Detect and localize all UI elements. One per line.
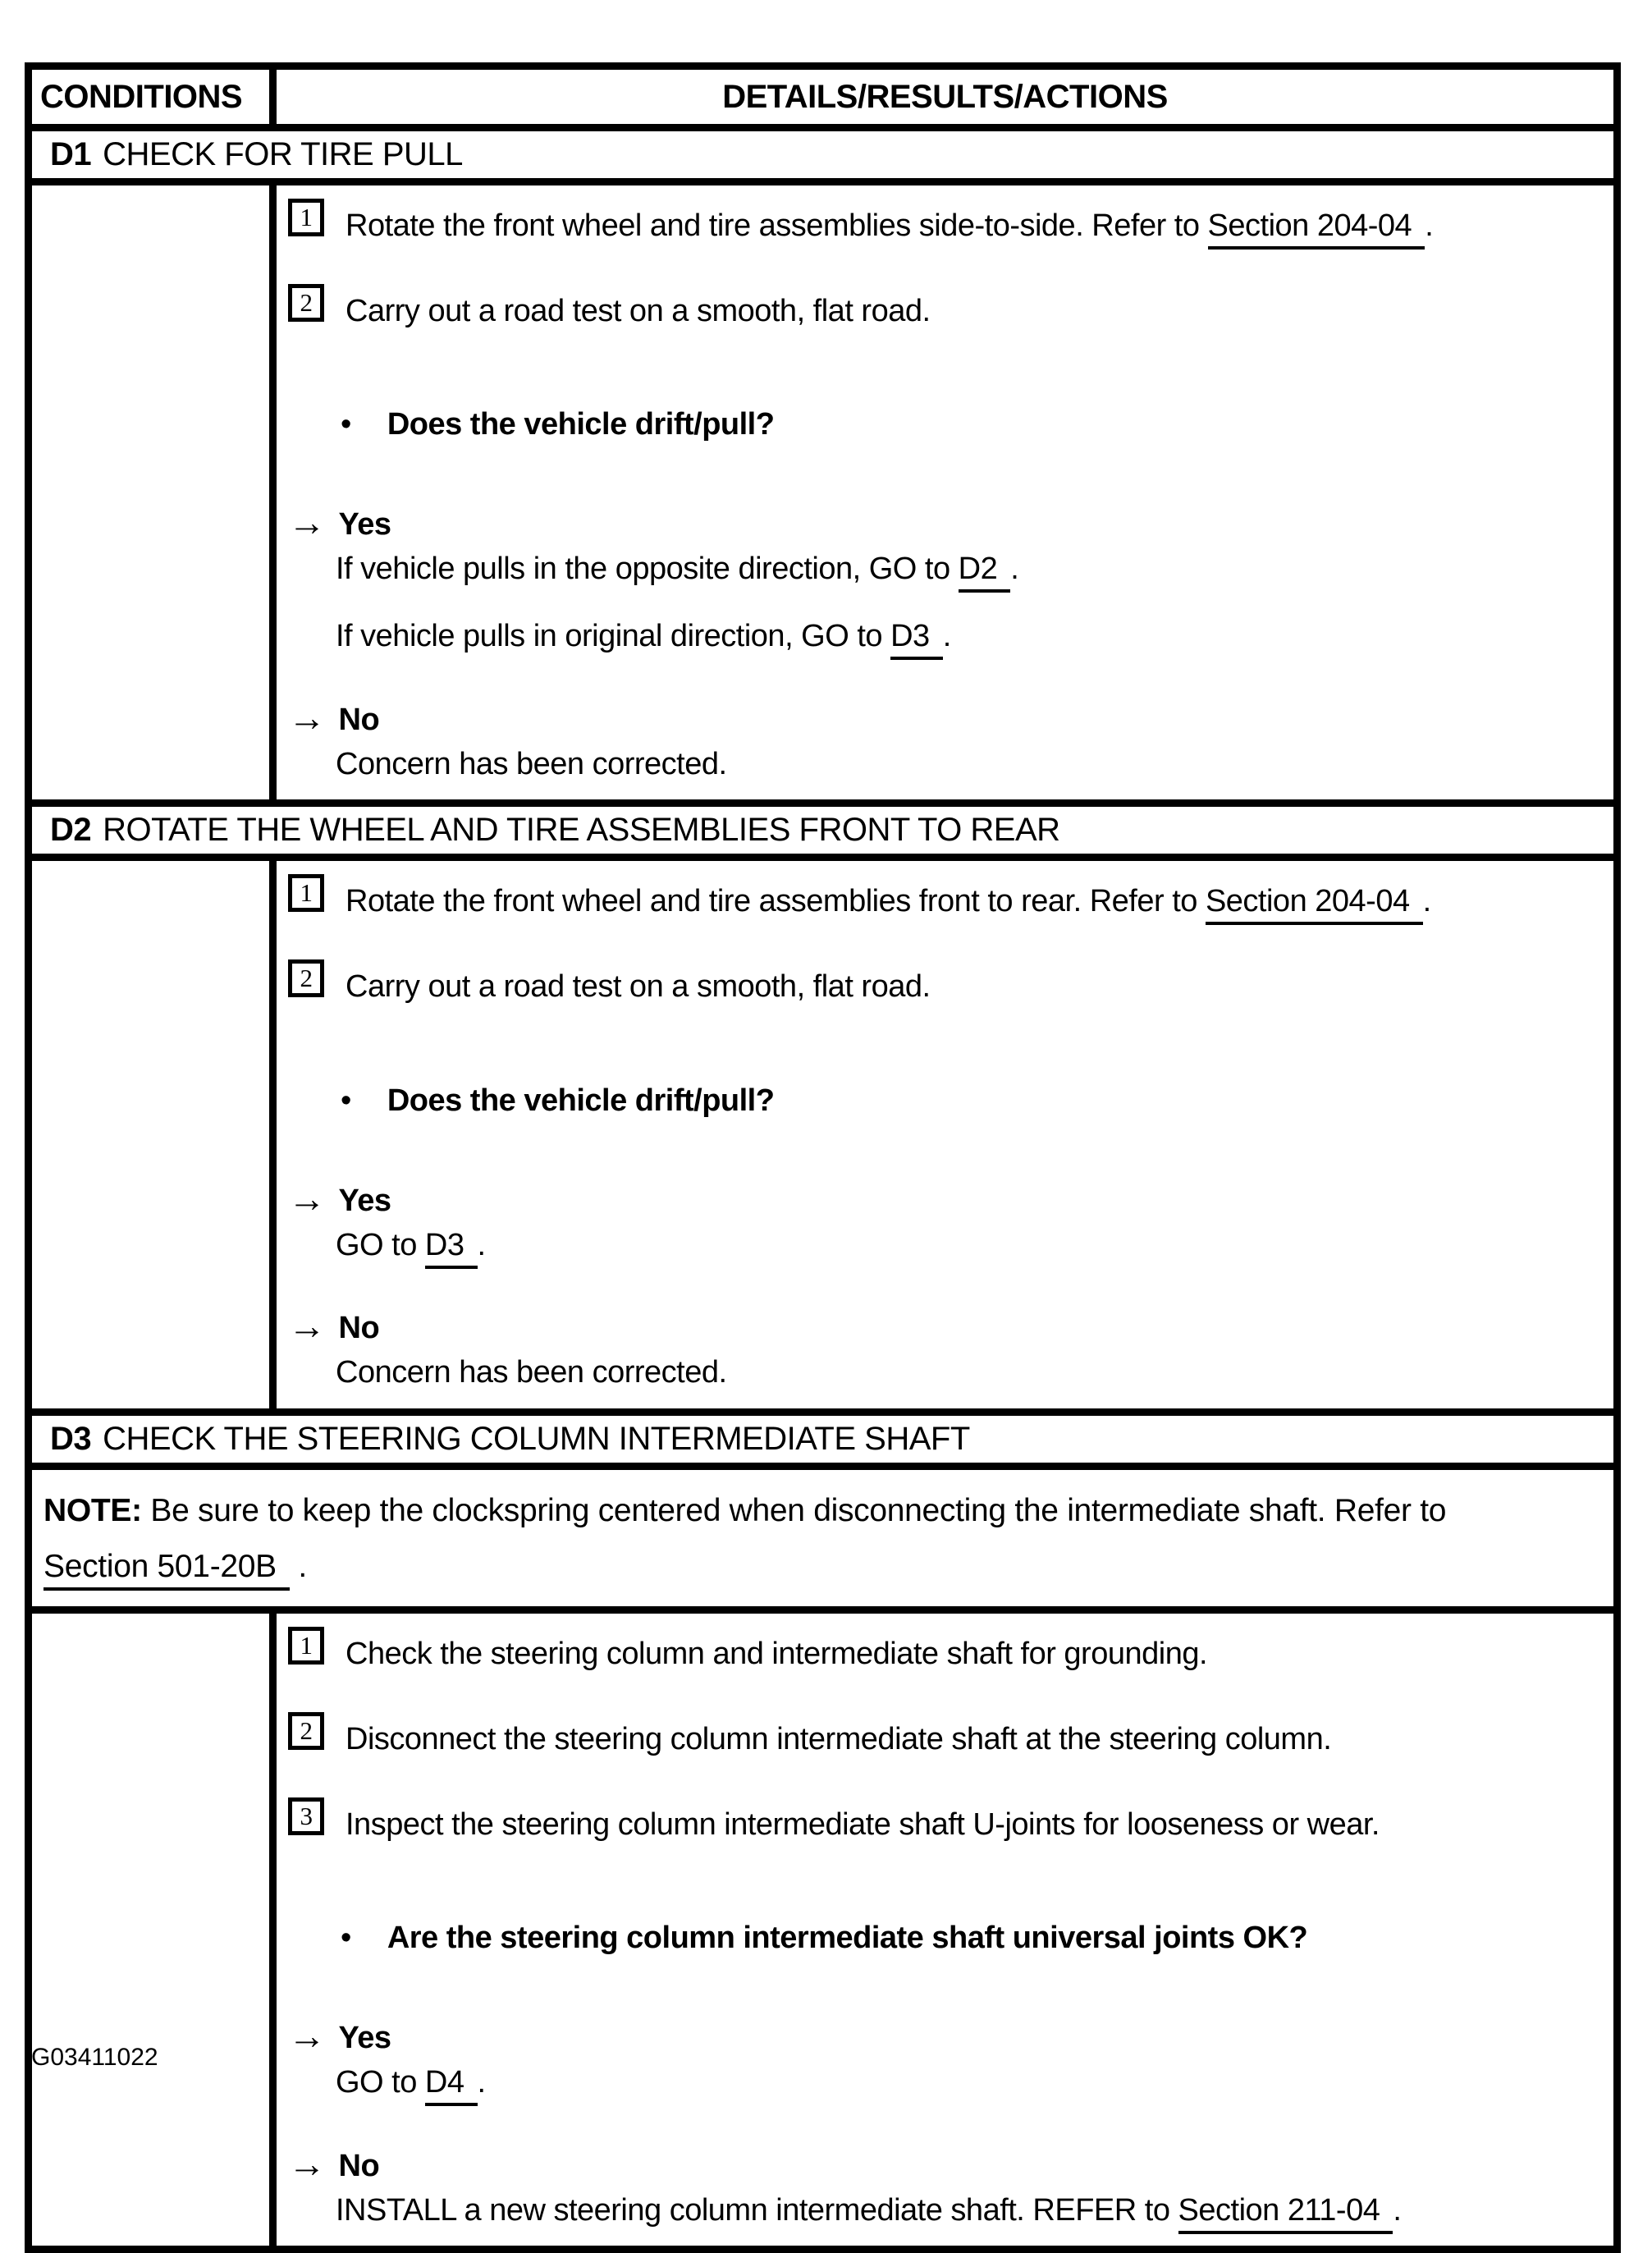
- yes-branch: [288, 501, 1605, 655]
- section-reference-link[interactable]: Section 204-04: [1208, 208, 1425, 250]
- branch-line-pre: If vehicle pulls in the opposite direction, GO to: [336, 552, 959, 587]
- step-text-pre: Rotate the front wheel and tire assemblies side-to-side. Refer to: [346, 208, 1208, 243]
- branch-line-pre: GO to: [336, 1227, 425, 1262]
- step-item: [288, 284, 1605, 330]
- step-number-box: 1: [288, 874, 324, 912]
- branch-body: [336, 1354, 1605, 1392]
- branch-line-pre: If vehicle pulls in original direction, GO to: [336, 618, 891, 653]
- branch-line: [336, 2064, 1605, 2102]
- section-id: D2: [50, 812, 92, 849]
- arrow-right-icon: →: [288, 1304, 326, 1348]
- no-branch: [288, 1304, 1605, 1392]
- no-branch: [288, 2141, 1605, 2230]
- branch-label: Yes: [338, 507, 391, 543]
- d2-title-row: [32, 799, 1613, 854]
- branch-body: [336, 551, 1605, 655]
- d2-details-cell: [277, 861, 1613, 1408]
- step-item: [288, 1627, 1605, 1673]
- section-reference-link[interactable]: Section 501-20B: [43, 1549, 290, 1591]
- arrow-right-icon: →: [288, 1176, 326, 1220]
- section-title: CHECK THE STEERING COLUMN INTERMEDIATE SHAFT: [103, 1420, 970, 1457]
- branch-label: No: [338, 1311, 380, 1346]
- step-number-box: 2: [288, 284, 324, 322]
- branch-line-post: .: [477, 2065, 486, 2100]
- goto-link[interactable]: D2: [959, 552, 1011, 593]
- section-id: D1: [50, 136, 92, 172]
- branch-label: No: [338, 702, 380, 737]
- section-title: ROTATE THE WHEEL AND TIRE ASSEMBLIES FRONT TO REAR: [103, 812, 1060, 849]
- arrow-right-icon: →: [288, 501, 326, 544]
- question-text: Are the steering column intermediate shaft universal joints OK?: [387, 1921, 1308, 1956]
- question-line: [341, 407, 1605, 442]
- section-title: CHECK FOR TIRE PULL: [103, 136, 463, 172]
- step-item: [288, 874, 1605, 920]
- branch-head: [288, 2014, 1605, 2059]
- branch-head: [288, 1176, 1605, 1222]
- goto-link[interactable]: D3: [890, 619, 943, 660]
- branch-line: [336, 618, 1605, 656]
- section-id: D3: [50, 1420, 92, 1457]
- d1-body-row: [32, 178, 1613, 799]
- details-column-header: DETAILS/RESULTS/ACTIONS: [722, 78, 1168, 115]
- arrow-right-icon: →: [288, 695, 326, 739]
- branch-line-post: .: [942, 618, 951, 653]
- branch-head: [288, 695, 1605, 741]
- branch-label: No: [338, 2148, 380, 2183]
- step-text: Inspect the steering column intermediate shaft U-joints for looseness or wear.: [346, 1807, 1380, 1842]
- branch-body: [336, 1227, 1605, 1265]
- section-reference-link[interactable]: Section 211-04: [1178, 2193, 1393, 2234]
- goto-link[interactable]: D4: [425, 2065, 478, 2106]
- arrow-right-icon: →: [288, 2014, 326, 2058]
- yes-branch: [288, 1176, 1605, 1265]
- d3-title-row: [32, 1408, 1613, 1463]
- d2-body-row: [32, 854, 1613, 1408]
- step-number-box: 3: [288, 1797, 324, 1835]
- branch-head: [288, 1304, 1605, 1349]
- branch-line-pre: GO to: [336, 2065, 425, 2100]
- branch-body: [336, 2192, 1605, 2230]
- step-text: Carry out a road test on a smooth, flat road.: [346, 969, 931, 1004]
- d3-body-row: [32, 1606, 1613, 2246]
- step-number-box: 2: [288, 959, 324, 997]
- step-text: Carry out a road test on a smooth, flat road.: [346, 293, 931, 328]
- branch-line-post: .: [477, 1227, 486, 1262]
- branch-line: Concern has been corrected.: [336, 1355, 727, 1390]
- branch-line-post: .: [1010, 552, 1019, 587]
- branch-line: [336, 1227, 1605, 1265]
- no-branch: [288, 695, 1605, 784]
- question-line: [341, 1083, 1605, 1119]
- d1-conditions-cell: [32, 185, 277, 799]
- goto-link[interactable]: D3: [425, 1228, 478, 1269]
- branch-label: Yes: [338, 2021, 391, 2056]
- question-line: [341, 1921, 1605, 1956]
- conditions-column-header: CONDITIONS: [32, 70, 277, 124]
- d2-conditions-cell: [32, 861, 277, 1408]
- bullet-icon: •: [341, 1083, 351, 1118]
- note-text-post: .: [289, 1548, 307, 1584]
- figure-id: G03411022: [31, 2044, 158, 2071]
- step-item: [288, 1797, 1605, 1843]
- branch-line: Concern has been corrected.: [336, 746, 727, 781]
- bullet-icon: •: [341, 407, 351, 442]
- step-text-post: .: [1422, 884, 1431, 919]
- branch-line: [336, 551, 1605, 588]
- d1-title-row: [32, 124, 1613, 178]
- d3-details-cell: [277, 1614, 1613, 2246]
- step-item: [288, 1712, 1605, 1758]
- step-number-box: 1: [288, 1627, 324, 1665]
- branch-line-pre: INSTALL a new steering column intermediate shaft. REFER to: [336, 2192, 1178, 2228]
- note-text: Be sure to keep the clockspring centered when disconnecting the intermediate shaft. Refer to: [141, 1492, 1447, 1528]
- step-text: [346, 884, 1431, 920]
- branch-body: [336, 2064, 1605, 2102]
- question-text: Does the vehicle drift/pull?: [387, 1083, 775, 1118]
- arrow-right-icon: →: [288, 2141, 326, 2185]
- pinpoint-test-table: [25, 62, 1621, 2253]
- branch-body: [336, 746, 1605, 784]
- note-label: NOTE:: [43, 1492, 142, 1528]
- step-item: [288, 199, 1605, 245]
- d1-details-cell: [277, 185, 1613, 799]
- d3-conditions-cell: [32, 1614, 277, 2246]
- branch-label: Yes: [338, 1183, 391, 1218]
- branch-head: [288, 2141, 1605, 2187]
- step-item: [288, 959, 1605, 1005]
- d3-note-row: [32, 1463, 1613, 1607]
- step-number-box: 1: [288, 199, 324, 236]
- question-text: Does the vehicle drift/pull?: [387, 407, 775, 442]
- step-text-post: .: [1425, 208, 1434, 243]
- branch-line: [336, 2192, 1605, 2230]
- yes-branch: [288, 2014, 1605, 2102]
- step-text: Disconnect the steering column intermediate shaft at the steering column.: [346, 1721, 1332, 1756]
- step-number-box: 2: [288, 1712, 324, 1750]
- table-header-row: [32, 70, 1613, 124]
- step-text: [346, 208, 1433, 245]
- bullet-icon: •: [341, 1921, 351, 1956]
- section-reference-link[interactable]: Section 204-04: [1206, 884, 1423, 925]
- step-text-pre: Rotate the front wheel and tire assemblies front to rear. Refer to: [346, 884, 1206, 919]
- step-text: Check the steering column and intermediate shaft for grounding.: [346, 1637, 1208, 1672]
- branch-line-post: .: [1393, 2192, 1402, 2228]
- branch-head: [288, 501, 1605, 546]
